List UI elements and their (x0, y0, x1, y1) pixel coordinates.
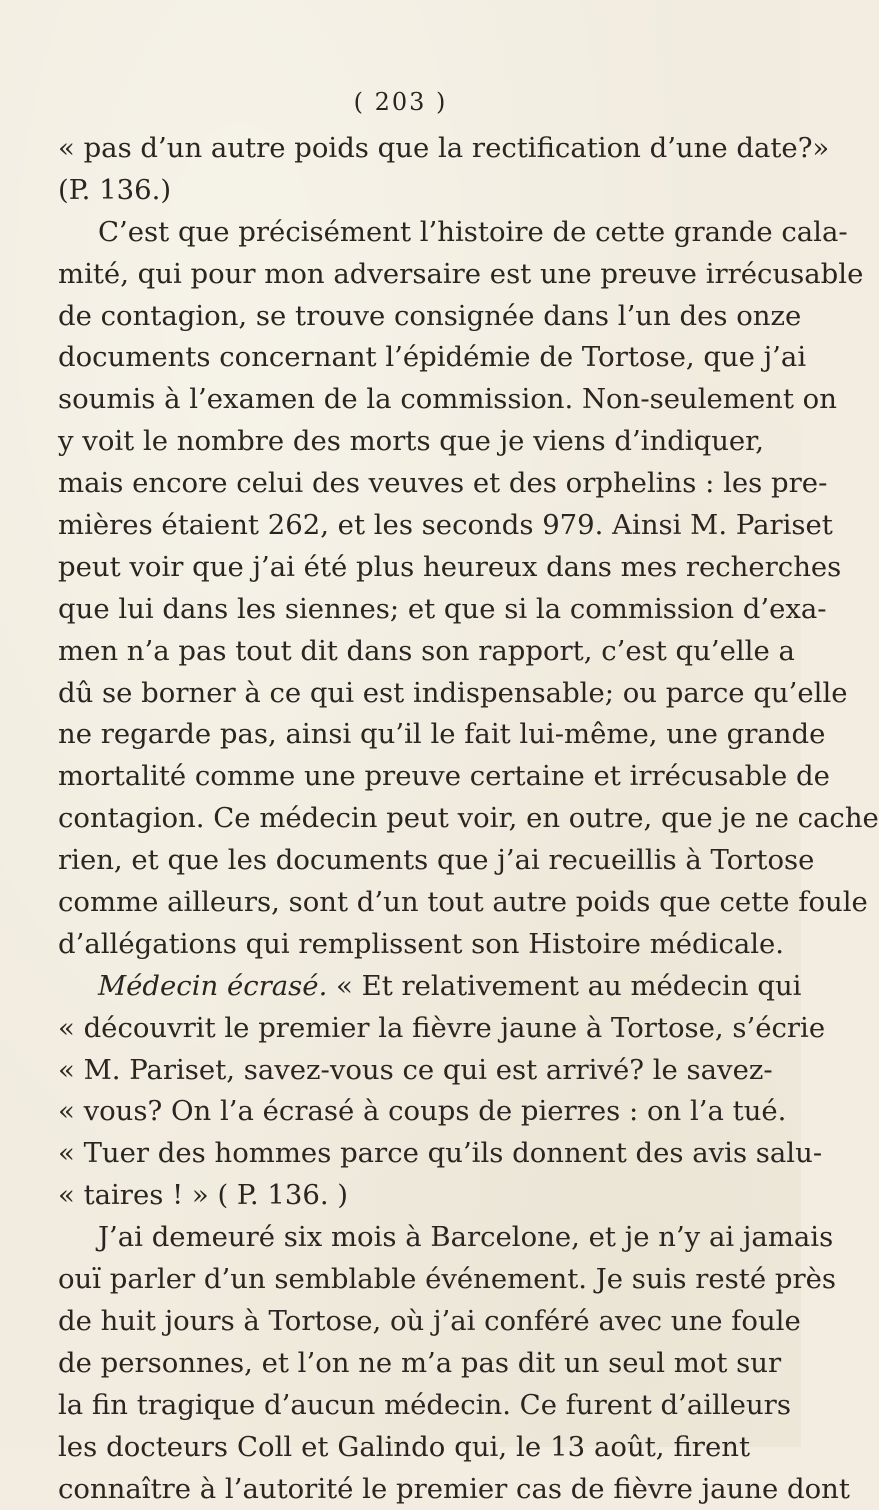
text-line: comme ailleurs, sont d’un tout autre poids que cette foule (58, 882, 750, 924)
text-line: « pas d’un autre poids que la rectification d’une date?» (58, 128, 750, 170)
text-line: mières étaient 262, et les seconds 979. Ainsi M. Pariset (58, 505, 750, 547)
paragraph-heading-line (58, 966, 750, 1008)
section-heading-italic: Médecin écrasé. (98, 970, 327, 1002)
text-line: « vous? On l’a écrasé à coups de pierres : on l’a tué. (58, 1091, 750, 1133)
text-line: documents concernant l’épidémie de Tortose, que j’ai (58, 337, 750, 379)
text-line: les docteurs Coll et Galindo qui, le 13 août, firent (58, 1427, 750, 1469)
text-line: « découvrit le premier la fièvre jaune à Tortose, s’écrie (58, 1008, 750, 1050)
text-line: rien, et que les documents que j’ai recueillis à Tortose (58, 840, 750, 882)
text-line: mais encore celui des veuves et des orphelins : les pre- (58, 463, 750, 505)
text-line: connaître à l’autorité le premier cas de fièvre jaune dont (58, 1469, 750, 1510)
text-line: men n’a pas tout dit dans son rapport, c’est qu’elle a (58, 631, 750, 673)
text-line: de contagion, se trouve consignée dans l’un des onze (58, 296, 750, 338)
text-line: « Tuer des hommes parce qu’ils donnent des avis salu- (58, 1133, 750, 1175)
text-line: la fin tragique d’aucun médecin. Ce furent d’ailleurs (58, 1385, 750, 1427)
text-line: mortalité comme une preuve certaine et irrécusable de (58, 756, 750, 798)
text-line: (P. 136.) (58, 170, 750, 212)
text-line: peut voir que j’ai été plus heureux dans mes recherches (58, 547, 750, 589)
text-line: soumis à l’examen de la commission. Non-seulement on (58, 379, 750, 421)
text-line: dû se borner à ce qui est indispensable; ou parce qu’elle (58, 673, 750, 715)
text-line: ouï parler d’un semblable événement. Je suis resté près (58, 1259, 750, 1301)
page-number: ( 203 ) (0, 88, 801, 116)
text-line: mité, qui pour mon adversaire est une preuve irrécusable (58, 254, 750, 296)
text-line: « taires ! » ( P. 136. ) (58, 1175, 750, 1217)
text-run: « Et relativement au médecin qui (327, 970, 801, 1002)
text-line: d’allégations qui remplissent son Histoire médicale. (58, 924, 750, 966)
text-line: contagion. Ce médecin peut voir, en outre, que je ne cache (58, 798, 750, 840)
text-line: y voit le nombre des morts que je viens d’indiquer, (58, 421, 750, 463)
paragraph-first-line: J’ai demeuré six mois à Barcelone, et je n’y ai jamais (58, 1217, 750, 1259)
text-line: de personnes, et l’on ne m’a pas dit un seul mot sur (58, 1343, 750, 1385)
text-line: que lui dans les siennes; et que si la commission d’exa- (58, 589, 750, 631)
body-text (58, 128, 750, 1510)
text-line: ne regarde pas, ainsi qu’il le fait lui-même, une grande (58, 714, 750, 756)
text-line: « M. Pariset, savez-vous ce qui est arrivé? le savez- (58, 1050, 750, 1092)
text-line: de huit jours à Tortose, où j’ai conféré avec une foule (58, 1301, 750, 1343)
paragraph-first-line: C’est que précisément l’histoire de cette grande cala- (58, 212, 750, 254)
